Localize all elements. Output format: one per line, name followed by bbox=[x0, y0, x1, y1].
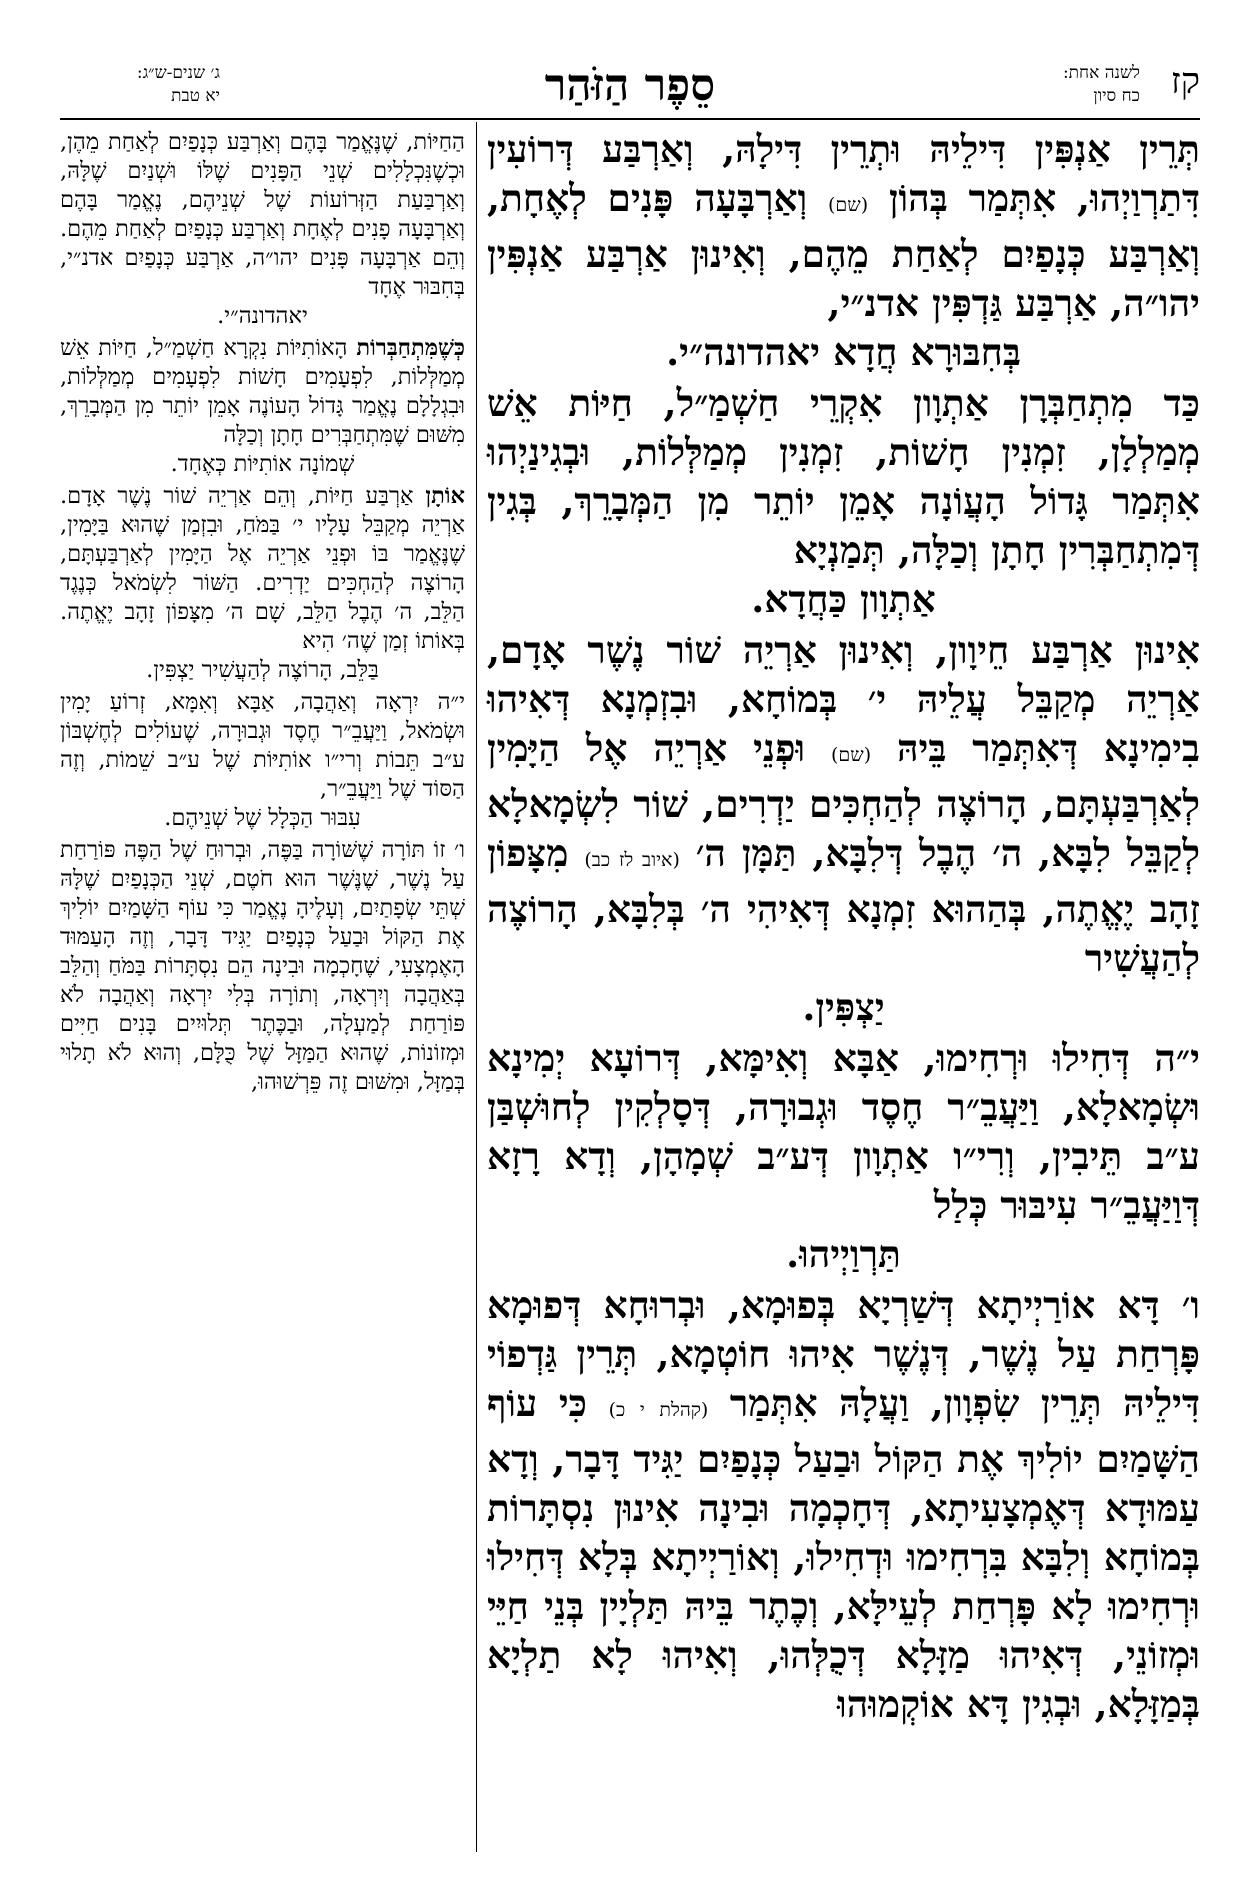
main-paragraph: אִינוּן אַרְבַּע חֵיוָון, וְאִינוּן אַרְיֵה שׁוֹר נֶשֶׁר אָדָם, אַרְיֵה מְקַבֵּל עֲלֵיהּ י׳ בְּמוֹחָא, וּבִזְמְנָא דְּאִיהוּ בִימִינָא דְּאִתְּמַר בֵּיהּ (שם) וּפְנֵי אַרְיֵה אֶל הַיָּמִין לְאַרְבַּעְתָּם, הָרוֹצֶה לְהַחְכִּים יַדְרִים, שׁוֹר לִשְׂמָאלָא לְקַבֵּל לִבָּא, ה׳ הֶבֶל דְּלִבָּא, תַּמָּן ה׳ (איוב לז כב) מִצָּפוֹן זָהָב יֶאֱתֶה, בְּהַהוּא זִמְנָא דְּאִיהִי ה׳ בְּלִבָּא, הָרוֹצֶה לְהַעֲשִׁיר יַצְפִּין. bbox=[487, 628, 1201, 1029]
translation-paragraph: אוֹתָן אַרְבַּע חַיּוֹת, וְהֵם אַרְיֵה שׁוֹר נֶשֶׁר אָדָם. אַרְיֵה מְקַבֵּל עָלָיו י׳ בַּמֹּחַ, וּבִזְמַן שֶׁהוּא בַּיָּמִין, שֶׁנֶּאֱמַר בּוֹ וּפְנֵי אַרְיֵה אֶל הַיָּמִין לְאַרְבַּעְתָּם, הָרוֹצֶה לְהַחְכִּים יַדְרִים. הַשּׁוֹר לִשְׂמֹאל כְּנֶגֶד הַלֵּב, ה׳ הֶבֶל הַלֵּב, שָׁם ה׳ מִצָּפוֹן זָהָב יֶאֱתֶה. בְּאוֹתוֹ זְמַן שֶׁה׳ הִיא בַּלֵּב, הָרוֹצֶה לְהַעֲשִׁיר יַצְפִּין. bbox=[60, 483, 465, 683]
lead-word: כְּשֶׁמִּתְחַבְּרוֹת bbox=[356, 335, 465, 361]
translation-paragraph: י״ה יִרְאָה וְאַהֲבָה, אַבָּא וְאִמָּא, זְרוֹעַ יָמִין וּשְׂמֹאל, וַיַּעֲבֵ״ר חֶסֶד וּגְבוּרָה, שֶׁעוֹלִים לְחֶשְׁבּוֹן ע״ב תֵּבוֹת וְרי״ו אוֹתִיּוֹת שֶׁל ע״ב שֵׁמוֹת, וְזֶה הַסּוֹד שֶׁל וַיַּעֲבֵ״ר, עִבּוּר הַכְּלָל שֶׁל שְׁנֵיהֶם. bbox=[60, 689, 465, 831]
main-text-column bbox=[487, 125, 1200, 1731]
main-paragraph: י״ה דְּחִילוּ וּרְחִימוּ, אַבָּא וְאִימָּא, דְּרוֹעָא יְמִינָא וּשְׂמָאלָא, וַיַּעֲבֵ״ר חֶסֶד וּגְבוּרָה, דְּסָלְקִין לְחוּשְׁבַּן ע״ב תֵּיבִין, וְרִי״ו אַתְוָון דְּע״ב שְׁמָהָן, וְדָא רָזָא דְּוַיַּעֲבֵ״ר עִיבּוּר כְּלַל תַּרְוַיְיהוּ. bbox=[487, 1036, 1200, 1276]
page-header bbox=[60, 60, 1200, 120]
main-paragraph: ו׳ דָּא אוֹרַיְיתָא דְּשַׁרְיָא בְּפוּמָא, וּבְרוּחָא דְּפוּמָא פָּרְחַת עַל נֶשֶׁר, דְּנֶשֶׁר אִיהוּ חוֹטְמָא, תְּרֵין גַּדְפוֹי דִּילֵיהּ תְּרֵין שִׂפְוָון, וַעֲלָהּ אִתְּמַר (קהלת י כ) כִּי עוֹף הַשָּׁמַיִם יוֹלִיךְ אֶת הַקּוֹל וּבַעַל כְּנָפַיִם יַגִּיד דָּבָר, וְדָא עַמּוּדָא דְּאֶמְצָעִיתָא, דְּחָכְמָה וּבִינָה אִינוּן נִסְתָּרוֹת בְּמוֹחָא וְלִבָּא בִּרְחִימוּ וּדְחִילוּ, וְאוֹרַיְיתָא בְּלָא דְּחִילוּ וּרְחִימוּ לָא פָּרְחַת לְעֵילָּא, וְכֶתֶר בֵּיהּ תַּלְיָין בְּנֵי חַיֵּי וּמְזוֹנֵי, דְּאִיהוּ מַזָּלָא דְּכֻלְּהוּ, וְאִיהוּ לָא תַלְיָא בְּמַזָּלָא, וּבְגִין דָּא אוֹקְמוּהוּ bbox=[487, 1283, 1200, 1726]
citation: (שם) bbox=[830, 744, 872, 766]
lead-word: אוֹתָן bbox=[425, 483, 465, 509]
schedule-date-tevet: יא טבת bbox=[171, 86, 220, 106]
citation: (שם) bbox=[828, 194, 869, 216]
translation-paragraph: הַחַיּוֹת, שֶׁנֶּאֱמַר בָּהֶם וְאַרְבַּע כְּנָפַיִם לְאַחַת מֵהֶן, וּכְשֶׁנִּכְלָלִים שְׁנֵי הַפָּנִים שֶׁלּוֹ וּשְׁנַיִם שֶׁלָּהּ, וְאַרְבַּעַת הַזְּרוֹעוֹת שֶׁל שְׁנֵיהֶם, נֶאֱמַר בָּהֶם וְאַרְבָּעָה פָנִים לְאֶחָת וְאַרְבַּע כְּנָפַיִם לְאַחַת מֵהֶם. וְהֵם אַרְבָּעָה פָּנִים יהו״ה, אַרְבַּע כְּנָפַיִם אדנ״י, בְּחִבּוּר אֶחָד יאהדונה״י. bbox=[60, 129, 465, 329]
schedule-three-years: ג׳ שנים-ש״ג: bbox=[136, 63, 220, 83]
header-rule bbox=[60, 118, 1200, 120]
header-right-schedule bbox=[980, 62, 1140, 108]
main-paragraph: כַּד מִתְחַבְּרָן אַתְוָון אִקְרֵי חַשְׁמַ״ל, חַיּוֹת אֵשׁ מְמַלְלָן, זִמְנִין חָשׁוֹת, זִמְנִין מְמַלְּלוֹת, וּבְגִינַיְהוּ אִתְּמַר גָּדוֹל הָעֲוֹנָה אָמֵן יוֹתֵר מִן הַמְּבָרֵךְ, בְּגִין דְּמִתְחַבְּרִין חָתָן וְכַלָּה, תְּמַנְיָא אַתְוָון כַּחֲדָא. bbox=[487, 381, 1200, 621]
main-paragraph: תְּרֵין אַנְפִּין דִּילֵיהּ וּתְרֵין דִּילָהּ, וְאַרְבַּע דְּרוֹעִין דִּתַרְוַיְהוּ, אִתְּמַר בְּהוֹן (שם) וְאַרְבָּעָה פָּנִים לְאֶחָת, וְאַרְבַּע כְּנָפַיִם לְאַחַת מֵהֶם, וְאִינוּן אַרְבַּע אַנְפִּין יהו״ה, אַרְבַּע גַּדְפִּין אדנ״י, בְּחִבּוּרָא חֲדָא יאהדונה״י. bbox=[487, 127, 1200, 374]
column-divider bbox=[476, 122, 477, 1852]
translation-column bbox=[60, 128, 465, 1100]
book-title: סֵפֶר הַזֹּהַר bbox=[544, 60, 716, 111]
citation: (איוב לז כב) bbox=[584, 849, 680, 871]
translation-paragraph: כְּשֶׁמִּתְחַבְּרוֹת הָאוֹתִיּוֹת נִקְרָא חַשְׁמַ״ל, חַיּוֹת אֵשׁ מְמַלְּלוֹת, לִפְעָמִים חָשׁוֹת לִפְעָמִים מְמַלְּלוֹת, וּבִגְלָלָם נֶאֱמַר גָּדוֹל הָעוֹנֶה אָמֵן יוֹתֵר מִן הַמְּבָרֵךְ, מִשּׁוּם שֶׁמִּתְחַבְּרִים חָתָן וְכַלָּה שְׁמוֹנָה אוֹתִיּוֹת כְּאֶחָד. bbox=[60, 335, 465, 477]
schedule-one-year: לשנה אחת: bbox=[1062, 63, 1140, 83]
translation-paragraph: ו׳ זוֹ תּוֹרָה שֶׁשּׁוֹרָה בַּפֶּה, וּבְרוּחַ שֶׁל הַפֶּה פּוֹרַחַת עַל נֶשֶׁר, שֶׁנֶּשֶׁר הוּא חֹטֶם, שְׁנֵי הַכְּנָפַיִם שֶׁלָּהּ שְׁתֵּי שְׂפָתַיִם, וְעָלֶיהָ נֶאֱמַר כִּי עוֹף הַשָּׁמַיִם יוֹלִיךְ אֶת הַקּוֹל וּבַעַל כְּנָפַיִם יַגִּיד דָּבָר, וְזֶה הָעַמּוּד הָאֶמְצָעִי, שֶׁחָכְמָה וּבִינָה הֵם נִסְתָּרוֹת בַּמֹּחַ וְהַלֵּב בְּאַהֲבָה וְיִרְאָה, וְתוֹרָה בְּלִי יִרְאָה וְאַהֲבָה לֹא פּוֹרַחַת לְמַעְלָה, וּבַכֶּתֶר תְּלוּיִים בָּנִים חַיִּים וּמְזוֹנוֹת, שֶׁהוּא הַמַּזָּל שֶׁל כֻּלָּם, וְהוּא לֹא תָלוּי בְּמַזָּל, וּמִשּׁוּם זֶה פֵּרְשׁוּהוּ, bbox=[60, 837, 465, 1095]
schedule-date-sivan: כח סיון bbox=[1093, 86, 1140, 106]
page-number: קז bbox=[1170, 61, 1200, 102]
citation: (קהלת י כ) bbox=[608, 1399, 709, 1421]
